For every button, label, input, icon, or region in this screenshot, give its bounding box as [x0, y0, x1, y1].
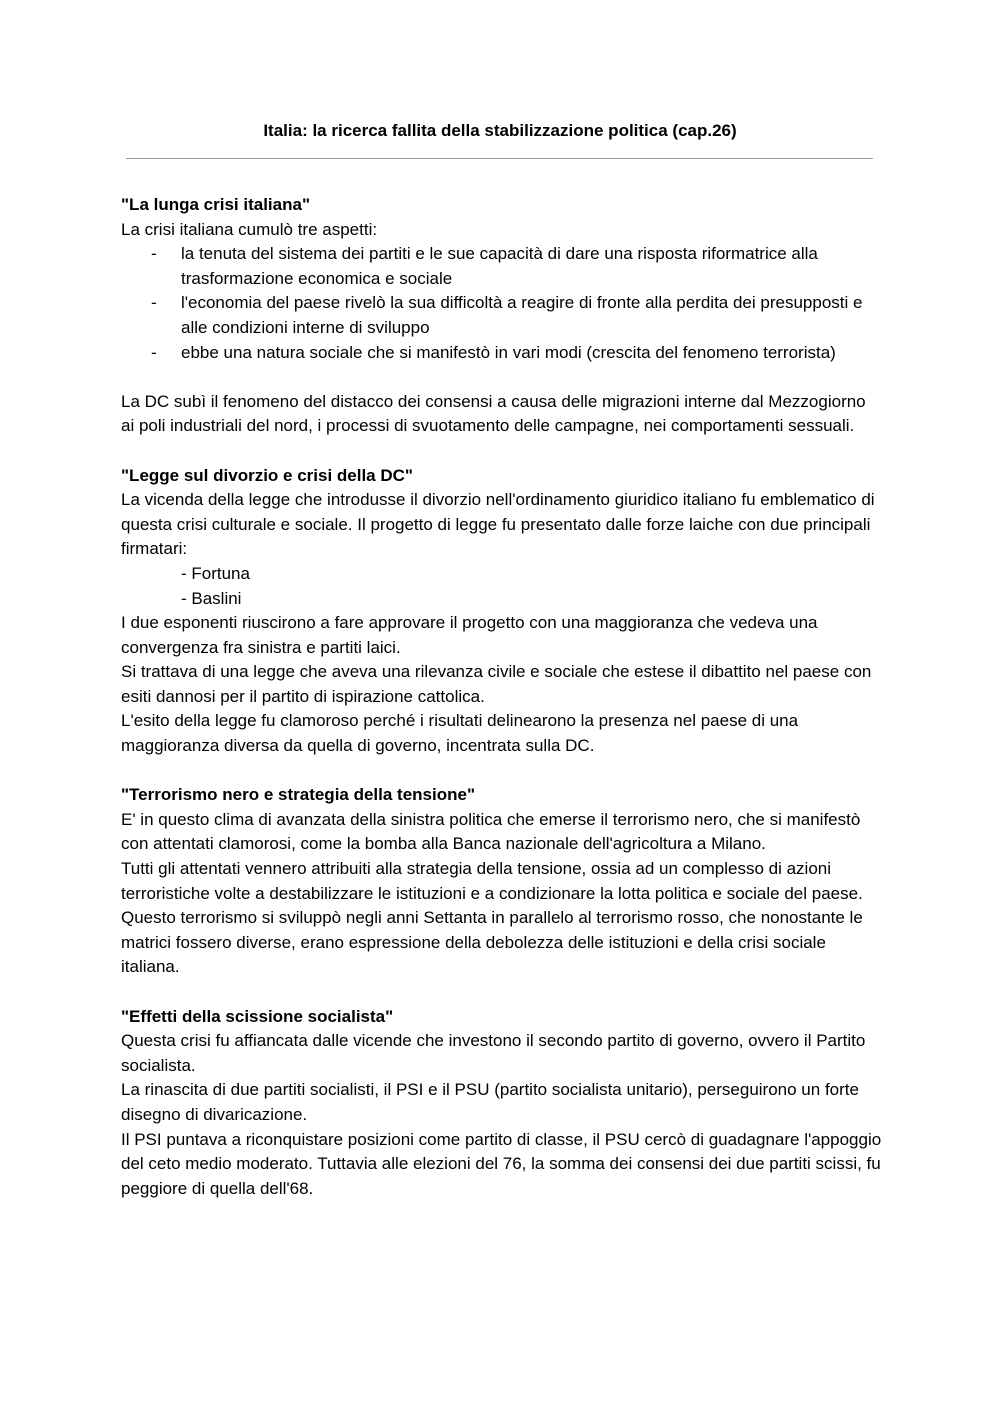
paragraph: I due esponenti riuscirono a fare approvare il progetto con una maggioranza che vedeva una convergenza fra sinistra e partiti laici. — [121, 613, 818, 657]
section-intro: La crisi italiana cumulò tre aspetti: — [121, 219, 378, 239]
section-heading: "La lunga crisi italiana" — [121, 195, 311, 214]
section-gap — [121, 759, 883, 784]
paragraph: Questa crisi fu affiancata dalle vicende che investono il secondo partito di governo, ovvero il Partito socialista. — [121, 1031, 866, 1075]
paragraph: Il PSI puntava a riconquistare posizioni come partito di classe, il PSU cercò di guadagnare l'appoggio del ceto medio moderato. Tuttavia alle elezioni del 76, la somma dei consensi dei due partiti scissi, fu peggiore di quella dell'68. — [121, 1129, 882, 1198]
section-lunga-crisi — [121, 193, 883, 439]
section-intro: La vicenda della legge che introdusse il divorzio nell'ordinamento giuridico italiano fu emblematico di questa crisi culturale e sociale. Il progetto di legge fu presentato dalle forze laiche con due principali firmatari: — [121, 490, 875, 559]
paragraph: Si trattava di una legge che aveva una rilevanza civile e sociale che estese il dibattito nel paese con esiti dannosi per il partito di ispirazione cattolica. — [121, 662, 872, 706]
signatory-name: - Fortuna — [181, 563, 250, 583]
dash-marker: - — [151, 342, 157, 362]
page-title: Italia: la ricerca fallita della stabilizzazione politica (cap.26) — [263, 121, 737, 140]
paragraph: La DC subì il fenomeno del distacco dei consensi a causa delle migrazioni interne dal Mezzogiorno ai poli industriali del nord, i processi di svuotamento delle campagne, nei comportamenti sessuali. — [121, 391, 866, 436]
dash-marker: - — [151, 293, 157, 313]
list-item-text: l'economia del paese rivelò la sua difficoltà a reagire di fronte alla perdita dei presupposti e alle condizioni interne di sviluppo — [181, 293, 863, 337]
paragraph: Tutti gli attentati vennero attribuiti alla strategia della tensione, ossia ad un complesso di azioni terroristiche volte a destabilizzare le istituzioni e a condizionare la lotta politica e sociale del paese. — [121, 859, 863, 903]
section-heading: "Terrorismo nero e strategia della tensione" — [121, 785, 476, 805]
paragraph-gap — [121, 365, 883, 390]
list-item — [121, 291, 883, 340]
section-terrorismo-nero — [121, 783, 883, 980]
document-body — [121, 193, 883, 1201]
section-heading: "Effetti della scissione socialista" — [121, 1006, 394, 1026]
section-heading: "Legge sul divorzio e crisi della DC" — [121, 465, 413, 485]
paragraph: La rinascita di due partiti socialisti, il PSI e il PSU (partito socialista unitario), perseguirono un forte disegno di divaricazione. — [121, 1080, 859, 1124]
bullet-list — [121, 242, 883, 365]
section-legge-divorzio — [121, 464, 883, 759]
paragraph: E' in questo clima di avanzata della sinistra politica che emerse il terrorismo nero, che si manifestò con attentati clamorosi, come la bomba alla Banca nazionale dell'agricoltura a Milano. — [121, 809, 861, 854]
section-gap — [121, 980, 883, 1005]
section-gap — [121, 439, 883, 464]
paragraph: L'esito della legge fu clamoroso perché i risultati delinearono la presenza nel paese di una maggioranza diversa da quella di governo, incentrata sulla DC. — [121, 711, 799, 756]
title-divider — [126, 158, 873, 159]
paragraph: Questo terrorismo si sviluppò negli anni Settanta in parallelo al terrorismo rosso, che nonostante le matrici fossero diverse, erano espressione della debolezza delle istituzioni e della crisi sociale italiana. — [121, 908, 863, 977]
list-item — [121, 341, 883, 366]
dash-marker: - — [151, 244, 157, 264]
list-item-text: ebbe una natura sociale che si manifestò in vari modi (crescita del fenomeno terrorista) — [181, 342, 836, 362]
list-item — [121, 242, 883, 291]
signatory-name: - Baslini — [181, 588, 242, 608]
section-scissione-socialista — [121, 1005, 883, 1202]
list-item-text: la tenuta del sistema dei partiti e le sue capacità di dare una risposta riformatrice alla trasformazione economica e sociale — [181, 244, 818, 288]
